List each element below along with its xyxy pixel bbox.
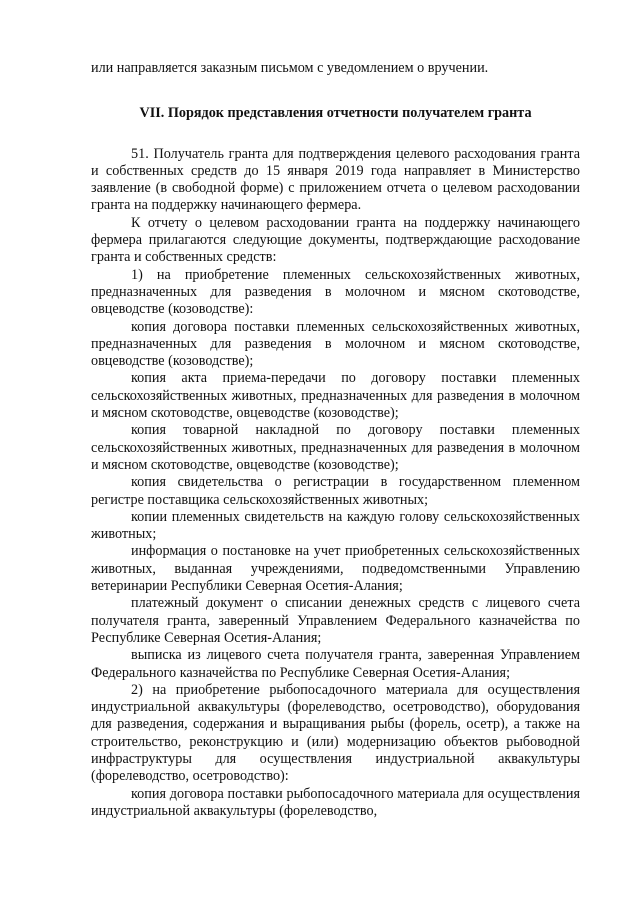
paragraph-waybill: копия товарной накладной по договору поставки племенных сельскохозяйственных животных, предназначенных для разведения в молочном и мясном скотоводстве, овцеводстве (козоводстве); [91,422,580,473]
paragraph-51: 51. Получатель гранта для подтверждения целевого расходования гранта и собственных средств до 15 января 2019 года направляет в Министерство заявление (в свободной форме) с приложением отчета о целевом расходовании гранта на поддержку начинающего фермера. [91,145,580,214]
paragraph-acceptance-act: копия акта приема-передачи по договору поставки племенных сельскохозяйственных животных, предназначенных для разведения в молочном и мясном скотоводстве, овцеводстве (козоводстве); [91,370,580,422]
intro-line: или направляется заказным письмом с уведомлением о вручении. [91,60,489,76]
section-heading: VII. Порядок представления отчетности получателем гранта [139,105,532,122]
paragraph-fish-contract-copy: копия договора поставки рыбопосадочного материала для осуществления индустриальной аквакультуры (форелеводство, [91,785,580,819]
paragraph-report-attachments: К отчету о целевом расходовании гранта на поддержку начинающего фермера прилагаются следующие документы, подтверждающие расходование гранта и собственных средств: [91,214,580,266]
paragraph-breeding-certificates: копии племенных свидетельств на каждую голову сельскохозяйственных животных; [91,508,580,543]
paragraph-item-1: 1) на приобретение племенных сельскохозяйственных животных, предназначенных для разведения в молочном и мясном скотоводстве, овцеводстве (козоводстве): [91,266,580,318]
paragraph-contract-copy: копия договора поставки племенных сельскохозяйственных животных, предназначенных для разведения в молочном и мясном скотоводстве, овцеводстве (козоводстве); [91,318,580,370]
paragraph-item-2: 2) на приобретение рыбопосадочного материала для осуществления индустриальной аквакультуры (форелеводство, осетроводство), оборудования для разведения, содержания и выращивания рыбы (форель, осетр), а также на строительство, реконструкцию и (или) модернизацию объектов рыбоводной инфраструктуры для осуществления индустриальной аквакультуры (форелеводство, осетроводство): [91,681,580,785]
paragraph-account-statement: выписка из лицевого счета получателя гранта, заверенная Управлением Федерального казначейства по Республике Северная Осетия-Алания; [91,647,580,681]
paragraph-registration-info: информация о постановке на учет приобретенных сельскохозяйственных животных, выданная учреждениями, подведомственными Управлению ветеринарии Республики Северная Осетия-Алания; [91,543,580,595]
paragraph-payment-document: платежный документ о списании денежных средств с лицевого счета получателя гранта, заверенный Управлением Федерального казначейства по Республике Северная Осетия-Алания; [91,595,580,646]
paragraph-registry-certificate: копия свидетельства о регистрации в государственном племенном регистре поставщика сельскохозяйственных животных; [91,474,580,508]
